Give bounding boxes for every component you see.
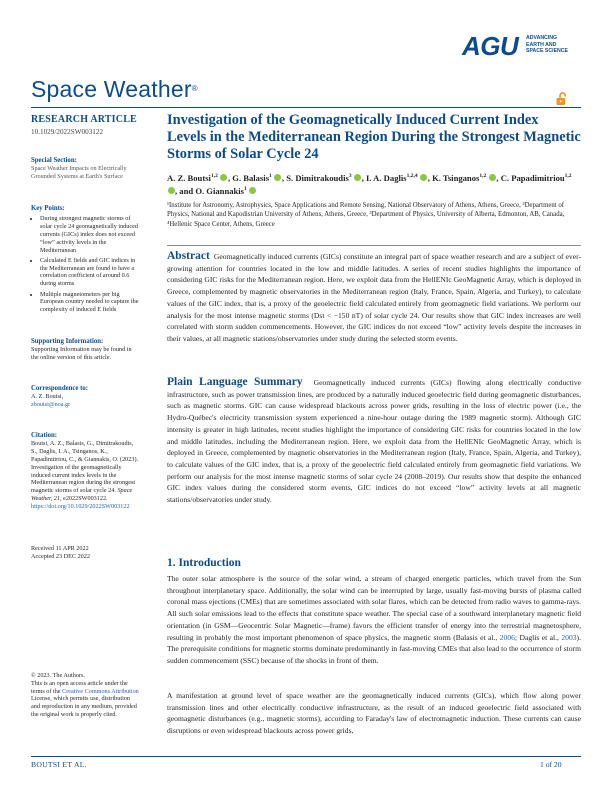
key-point: • Calculated E fields and GIC indices in the Mediterranean are found to have a correlation coefficient of around 0.6 during storms: [40, 257, 139, 288]
agu-logo: [462, 32, 582, 62]
agu-tagline-line-2: EARTH AND: [526, 41, 557, 48]
pls-text: Geomagnetically induced currents (GICs) flowing along electrically conductive infrastructure, such as power transmission lines, are produced by a naturally induced geoelectric field during geomagnetic disturbances, such as magnetic storms. GIC can cause widespread blackouts across power grids, resulting in the loss of electric power (i.e., the Hydro-Québec's electricity transmission system experienced a nine-hour outage during the 1989 magnetic storm). Although GIC intensity is greater in high latitudes, recent studies highlight the importance of considering GIC risks for countries located in the low and middle latitudes, including the Mediterranean region. Here, we exploit data from the HellENIc GeoMagnetic Array, which is deployed in Greece, complemented by magnetic observatories in the Mediterranean region (Italy, France, Spain, Algeria, and Turkey), to calculate values of the GIC index, that is, a proxy of the geoelectric field calculated entirely from geomagnetic field variations. We perform our analysis for the most intense magnetic storms of solar cycle 24 (2008–2019). Our results show that despite the enhanced GIC index values during the considered storm events, GIC indices do not exceed “low” activity levels at all magnetic stations/observatories under study.: [167, 378, 582, 505]
accepted-date: Accepted 23 DEC 2022: [31, 552, 90, 560]
footer-rule: [31, 756, 581, 757]
author-affiliation-sup: 3: [348, 173, 352, 179]
key-point: • During strongest magnetic storms of solar cycle 24 geomagnetically induced currents (GICs) index does not exceed “low” activity levels in the Mediterranean: [40, 215, 139, 254]
agu-logo-text: AGU: [462, 31, 519, 61]
key-point: • Multiple magnetometers per big European country needed to capture the complexity of induced E fields: [40, 291, 139, 314]
citation-text: Boutsi, A. Z., Balasis, G., Dimitrakoudis, S., Daglis, I. A., Tsinganos, K., Papadimitriou, C., & Giannakis, O. (2023). Investigation of the geomagnetically induced current index levels in the Mediterranean region during the strongest magnetic storms of solar cycle 24.: [31, 440, 139, 495]
orcid-icon[interactable]: [249, 187, 256, 194]
intro-p1-c: ). The prerequisite conditions for magnetic storms dominate predominantly in fast-moving CMEs that also lead to the occurrence of storm sudden commencement (SSC) because of the shocks in front of them.: [167, 632, 581, 665]
author-name[interactable]: S. Dimitrakoudis: [286, 172, 349, 183]
author-name[interactable]: I. A. Daglis: [366, 172, 407, 183]
author-affiliation-sup: 1,2: [479, 173, 487, 179]
citation-heading: Citation:: [31, 432, 58, 439]
author-affiliation-sup: 1,2,4: [406, 173, 418, 179]
correspondence-email-link[interactable]: zboutsi@noa.gr: [31, 401, 71, 409]
article-doi: 10.1029/2022SW003122: [31, 128, 104, 136]
footer-authors: BOUTSI ET AL.: [31, 760, 87, 769]
special-section-text: Space Weather Impacts on Electrically Grounded Systems at Earth's Surface: [31, 165, 127, 181]
page-number: 1 of 20: [540, 760, 562, 769]
copyright-text-1: This is an open access article under the terms of the: [31, 679, 128, 695]
author-name[interactable]: G. Balasis: [232, 172, 270, 183]
journal-name-text: Space Weather: [31, 76, 192, 102]
authors-and: and: [177, 185, 196, 196]
introduction-paragraph-2: A manifestation at ground level of space weather are the geomagnetically induced currents (GICs), which flow along power transmission lines and other electrically conductive infrastructure, as the result of an induced geoelectric field associated with geomagnetic disturbances (e.g., magnetic storms), according to Faraday's law of electromagnetic induction. These currents can cause disruptions or even widespread blackouts across power grids,: [167, 691, 581, 736]
author-name[interactable]: A. Z. Boutsi: [167, 172, 211, 183]
copyright-text-2: License, which permits use, distribution and reproduction in any medium, provided the original work is properly cited.: [31, 695, 137, 718]
key-points-list: [31, 215, 139, 314]
citation-link[interactable]: 2003: [561, 632, 577, 642]
copyright-body: [31, 680, 139, 719]
agu-tagline-line-1: ADVANCING: [526, 35, 558, 41]
dates: [31, 545, 139, 561]
affiliations: ¹Institute for Astronomy, Astrophysics, Space Applications and Remote Sensing, National Observatory of Athens, Athens, Greece, ²Department of Physics, National and Kapodistrian University of Athens, Athens, Greece, ³Department of Physics, University of Alberta, Edmonton, AB, Canada, ⁴Hellenic Space Center, Athens, Greece: [167, 202, 565, 228]
header-rule: [31, 107, 581, 108]
special-section-heading: Special Section:: [31, 157, 77, 164]
correspondence-name: A. Z. Boutsi,: [31, 393, 64, 401]
orcid-icon[interactable]: [354, 174, 361, 181]
supporting-information: [31, 338, 139, 362]
received-date: Received 11 APR 2022: [31, 545, 89, 552]
plain-language-summary: [167, 377, 581, 506]
introduction-heading: 1. Introduction: [167, 557, 241, 569]
citation-tail: e2022SW003122.: [63, 494, 108, 502]
correspondence: [31, 385, 139, 409]
creative-commons-link[interactable]: Creative Commons Attribution: [62, 687, 139, 695]
intro-p1-b: ; Daglis et al.,: [514, 632, 559, 642]
author-name[interactable]: O. Giannakis: [195, 185, 245, 196]
correspondence-heading: Correspondence to:: [31, 385, 89, 392]
author-list: A. Z. Boutsi$^{1,2}$ , G. Balasis$^1$ , S. Dimitrakoudis$^3$ , I. A. Daglis$^{1,2,4}$ , K. Tsinganos$^{1,2}$ , C. Papadimitriou$^{1,2}$ , and O. Giannakis$^1$: [167, 172, 572, 196]
author-name[interactable]: K. Tsinganos: [432, 172, 480, 183]
article-title: Investigation of the Geomagnetically Induced Current Index Levels in the Mediterranean Region During the Strongest Magnetic Storms of Solar Cycle 24: [167, 112, 581, 163]
orcid-icon[interactable]: [274, 174, 281, 181]
orcid-icon[interactable]: [220, 174, 227, 181]
orcid-icon[interactable]: [420, 174, 427, 181]
orcid-icon[interactable]: [168, 187, 175, 194]
article-type: RESEARCH ARTICLE: [31, 114, 137, 125]
journal-name: [31, 75, 198, 103]
citation-journal: Space Weather, 21,: [31, 487, 133, 502]
copyright-heading: © 2023. The Authors.: [31, 672, 85, 679]
author-affiliation-sup: 1: [269, 173, 272, 179]
introduction-paragraph-1: [167, 573, 581, 667]
key-points: [31, 205, 139, 316]
orcid-icon[interactable]: [489, 174, 496, 181]
abstract-text: Geomagnetically induced currents (GICs) constitute an integral part of space weather research and are a subject of ever-growing attention for countries located in the low and middle latitudes. A series of recent studies highlights the importance of considering GIC risks for the Mediterranean region. Here, we exploit data from the HellENIc GeoMagnetic Array, which is deployed in Greece, complemented by magnetic observatories in the Mediterranean region (Italy, France, Spain, Algeria, and Turkey), to calculate values of the GIC index, that is, a proxy of the geoelectric field calculated entirely from geomagnetic field variations. We perform our analysis for the most intense magnetic storms (Dst < −150 nT) of solar cycle 24. Our results show that GIC index increases are well correlated with storm sudden commencements. However, the GIC indices do not exceed “low” activity levels despite the increases in their values, at all magnetic stations/observatories under study during the selected storm events.: [167, 252, 581, 343]
agu-tagline-line-3: SPACE SCIENCE: [526, 48, 568, 55]
author-affiliation-sup: 1,2: [210, 173, 218, 179]
special-section: [31, 157, 139, 181]
citation: [31, 432, 139, 511]
pls-heading: Plain Language Summary: [167, 376, 303, 388]
author-name[interactable]: C. Papadimitriou: [500, 172, 565, 183]
author-affiliation-sup: 1,2: [564, 173, 572, 179]
citation-doi-link[interactable]: https://doi.org/10.1029/2022SW003122: [31, 502, 130, 510]
intro-p1-a: The outer solar atmosphere is the source of the solar wind, a stream of charged energetic particles, which travel from the Sun throughout interplanetary space. Additionally, the solar wind can be interrupted by large, usually fast-moving bursts of plasma called coronal mass ejections (CMEs) that are sometimes associated with solar flares, which can be detected from radio waves to gamma-rays. All such solar emissions lead to the effects that constitute space weather. The special case of a southward interplanetary magnetic field orientation (in GSM—Geocentric Solar Magnetic—frame) favors the efficient transfer of energy into the terrestrial magnetosphere, resulting in probably the most important phenomenon of space physics, the magnetic storm (Balasis et al.,: [167, 574, 581, 642]
registered-mark: ®: [191, 84, 198, 93]
copyright: [31, 672, 139, 719]
author-affiliation-sup: 1: [244, 185, 247, 192]
title-block-rule: [167, 245, 581, 246]
abstract-heading: Abstract: [167, 250, 210, 262]
abstract: [167, 251, 581, 345]
supporting-text: Supporting Information may be found in the online version of this article.: [31, 346, 132, 362]
supporting-heading: Supporting Information:: [31, 338, 104, 345]
agu-tagline: [526, 35, 586, 55]
open-access-lock-icon: [555, 92, 569, 106]
citation-link[interactable]: 2006: [499, 632, 515, 642]
key-points-heading: Key Points:: [31, 205, 65, 212]
citation-body: [31, 440, 139, 510]
